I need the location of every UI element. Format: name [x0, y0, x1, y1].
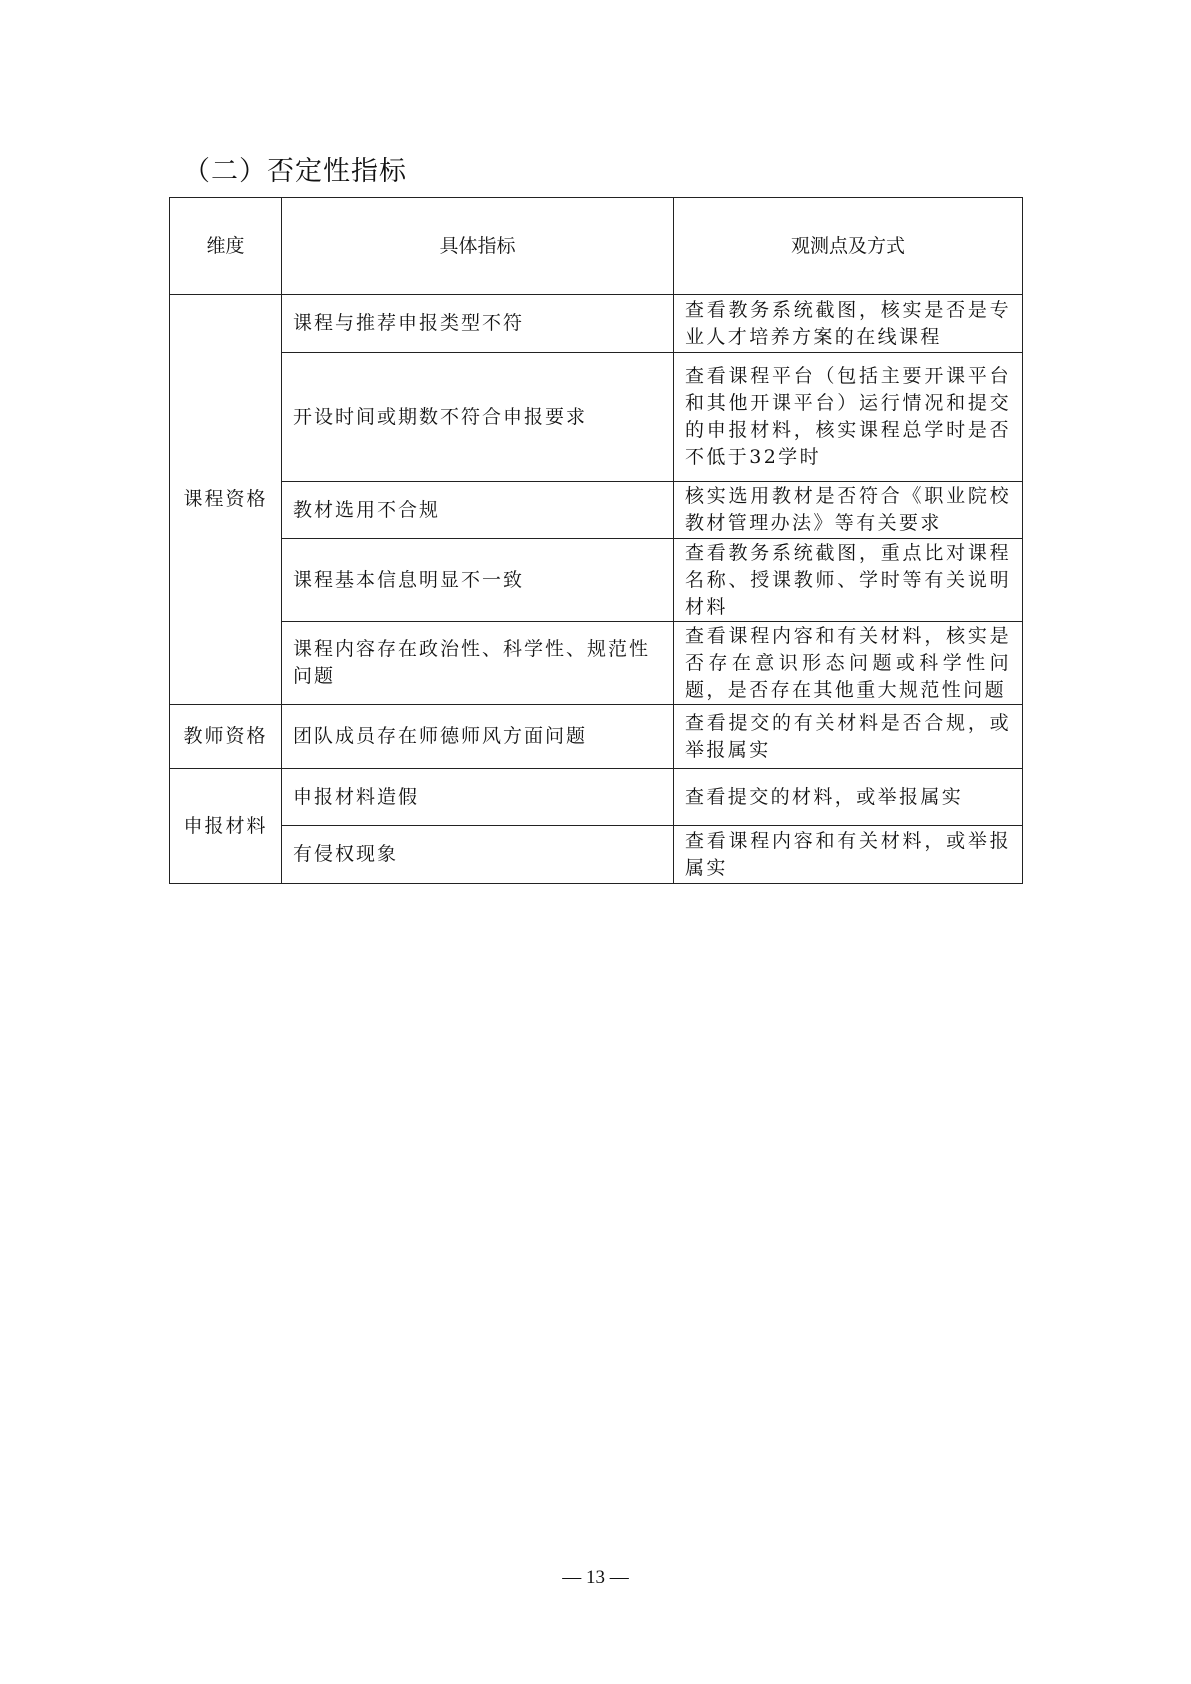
- table-row: [170, 295, 1023, 353]
- dimension-cell: 教师资格: [170, 705, 282, 769]
- page-number: — 13 —: [562, 1567, 629, 1588]
- method-cell: 核实选用教材是否符合《职业院校教材管理办法》等有关要求: [674, 482, 1023, 539]
- indicator-cell: 课程内容存在政治性、科学性、规范性问题: [282, 622, 674, 705]
- indicator-cell: 教材选用不合规: [282, 482, 674, 539]
- table-row: [170, 826, 1023, 884]
- header-indicator: 具体指标: [282, 198, 674, 295]
- table-row: [170, 353, 1023, 482]
- indicator-cell: 有侵权现象: [282, 826, 674, 884]
- table-row: [170, 769, 1023, 826]
- method-cell: 查看课程内容和有关材料，核实是否存在意识形态问题或科学性问题，是否存在其他重大规范性问题: [674, 622, 1023, 705]
- indicator-cell: 开设时间或期数不符合申报要求: [282, 353, 674, 482]
- method-cell: 查看课程内容和有关材料，或举报属实: [674, 826, 1023, 884]
- section-title: （二）否定性指标: [183, 156, 407, 187]
- method-cell: 查看提交的材料，或举报属实: [674, 769, 1023, 826]
- method-cell: 查看提交的有关材料是否合规，或举报属实: [674, 705, 1023, 769]
- table-header-row: [170, 198, 1023, 295]
- table-row: [170, 705, 1023, 769]
- indicator-cell: 团队成员存在师德师风方面问题: [282, 705, 674, 769]
- header-method: 观测点及方式: [674, 198, 1023, 295]
- indicator-cell: 课程基本信息明显不一致: [282, 539, 674, 622]
- header-dimension: 维度: [170, 198, 282, 295]
- method-cell: 查看课程平台（包括主要开课平台和其他开课平台）运行情况和提交的申报材料，核实课程总学时是否不低于32学时: [674, 353, 1023, 482]
- indicator-cell: 课程与推荐申报类型不符: [282, 295, 674, 353]
- table-row: [170, 539, 1023, 622]
- method-cell: 查看教务系统截图，核实是否是专业人才培养方案的在线课程: [674, 295, 1023, 353]
- method-cell: 查看教务系统截图，重点比对课程名称、授课教师、学时等有关说明材料: [674, 539, 1023, 622]
- dimension-cell: 课程资格: [170, 295, 282, 705]
- dimension-cell: 申报材料: [170, 769, 282, 884]
- indicator-cell: 申报材料造假: [282, 769, 674, 826]
- negative-indicators-table: [169, 197, 1023, 884]
- table-row: [170, 482, 1023, 539]
- table-row: [170, 622, 1023, 705]
